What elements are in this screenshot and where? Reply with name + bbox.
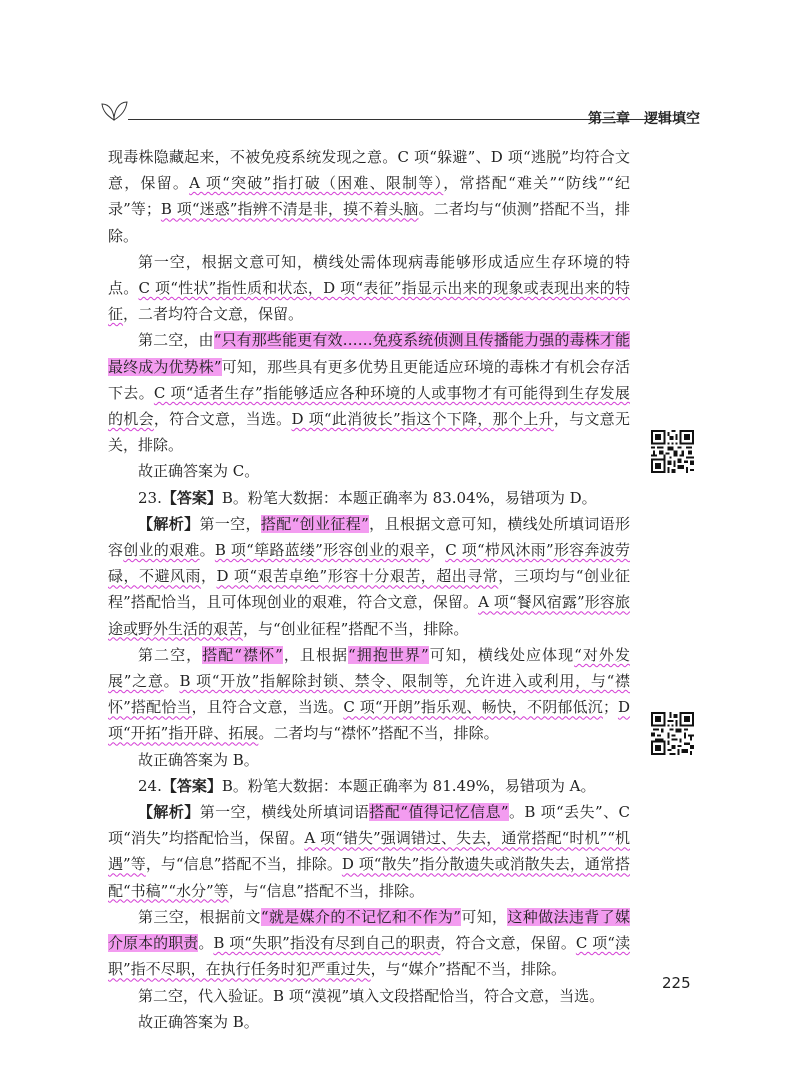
highlight: 搭配“值得记忆信息” — [369, 803, 509, 822]
answer-line-b: 故正确答案为 B。 — [138, 750, 259, 769]
paragraph-7: 第二空，搭配“襟怀”，且根据“拥抱世界”可知，横线处应体现“对外发展”之意。B 项“开放”指解除封锁、禁令、限制等，允许进入或利用，与“襟怀”搭配恰当，且符合文意，当选。C 项“开朗”指乐观、畅快，不阴郁低沉；D 项“开拓”指开辟、拓展。二者均与“襟怀”搭配不当，排除。 — [108, 645, 630, 743]
chapter-number: 第三章 — [588, 111, 630, 127]
page-number: 225 — [662, 974, 691, 992]
paragraph-3: 第二空，由“只有那些能更有效……免疫系统侦测且传播能力强的毒株才能最终成为优势株”可知，那些具有更多优势且更能适应环境的毒株才有机会存活下去。C 项“适者生存”指能够适应各种环境的人或事物才有可能得到生存发展的机会，符合文意，当选。D 项“此消彼长”指这个下降，那个上升，与文意无关，排除。 — [108, 331, 630, 455]
paragraph-1: 现毒株隐藏起来，不被免疫系统发现之意。C 项“躲避”、D 项“逃脱”均符合文意，保留。A 项“突破”指打破（困难、限制等），常搭配“难关”“防线”“纪录”等；B 项“迷惑”指辨不清是非，摸不着头脑。二者均与“侦测”搭配不当，排除。 — [108, 148, 630, 245]
explanation-body — [108, 144, 630, 1035]
answer-line-b-2: 故正确答案为 B。 — [138, 1012, 259, 1031]
highlight: “拥抱世界” — [348, 645, 429, 664]
paragraph-11: 第三空，根据前文“就是媒介的不记忆和不作为”可知，这种做法违背了媒介原本的职责。B 项“失职”指没有尽到自己的职责，符合文意，保留。C 项“渎职”指不尽职，在执行任务时犯严重过失，与“媒介”搭配不当，排除。 — [108, 907, 630, 979]
qr-code-icon[interactable] — [651, 712, 694, 755]
highlight: “就是媒介的不记忆和不作为” — [260, 907, 461, 926]
question-24-analysis: 【解析】第一空，横线处所填词语搭配“值得记忆信息”。B 项“丢失”、C 项“消失”均搭配恰当，保留。A 项“错失”强调错过、失去，通常搭配“时机”“机遇”等，与“信息”搭配不当，排除。D 项“散失”指分散遗失或消散失去，通常搭配“书稿”“水分”等，与“信息”搭配不当，排除。 — [108, 803, 630, 900]
page-header — [100, 98, 700, 130]
paragraph-2: 第一空，根据文意可知，横线处需体现病毒能够形成适应生存环境的特点。C 项“性状”指性质和状态，D 项“表征”指显示出来的现象或表现出来的特征，二者均符合文意，保留。 — [108, 252, 630, 324]
leaf-icon — [100, 98, 130, 122]
chapter-heading — [574, 108, 700, 128]
chapter-title: 逻辑填空 — [644, 111, 700, 127]
answer-line-c: 故正确答案为 C。 — [138, 462, 260, 481]
highlight: “只有那些能更有效……免疫系统侦测且传播能力强的毒株才能最终成为优势株” — [108, 331, 630, 376]
question-23-answer: 23.【答案】B。粉笔大数据：本题正确率为 83.04%，易错项为 D。 — [138, 488, 597, 507]
paragraph-12: 第二空，代入验证。B 项“漠视”填入文段搭配恰当，符合文意，当选。 — [138, 986, 605, 1005]
highlight: 搭配“创业征程” — [260, 514, 369, 533]
highlight: 这种做法违背了媒介原本的职责 — [108, 907, 630, 953]
question-23-analysis: 【解析】第一空，搭配“创业征程”，且根据文意可知，横线处所填词语形容创业的艰难。B 项“筚路蓝缕”形容创业的艰辛，C 项“栉风沐雨”形容奔波劳碌，不避风雨，D 项“艰苦卓绝”形容十分艰苦，超出寻常，三项均与“创业征程”搭配恰当，且可体现创业的艰难，符合文意，保留。A 项“餐风宿露”形容旅途或野外生活的艰苦，与“创业征程”搭配不当，排除。 — [108, 514, 630, 638]
qr-code-icon[interactable] — [651, 430, 694, 473]
question-24-answer: 24.【答案】B。粉笔大数据：本题正确率为 81.49%，易错项为 A。 — [138, 776, 596, 795]
highlight: 搭配“襟怀” — [202, 645, 283, 664]
